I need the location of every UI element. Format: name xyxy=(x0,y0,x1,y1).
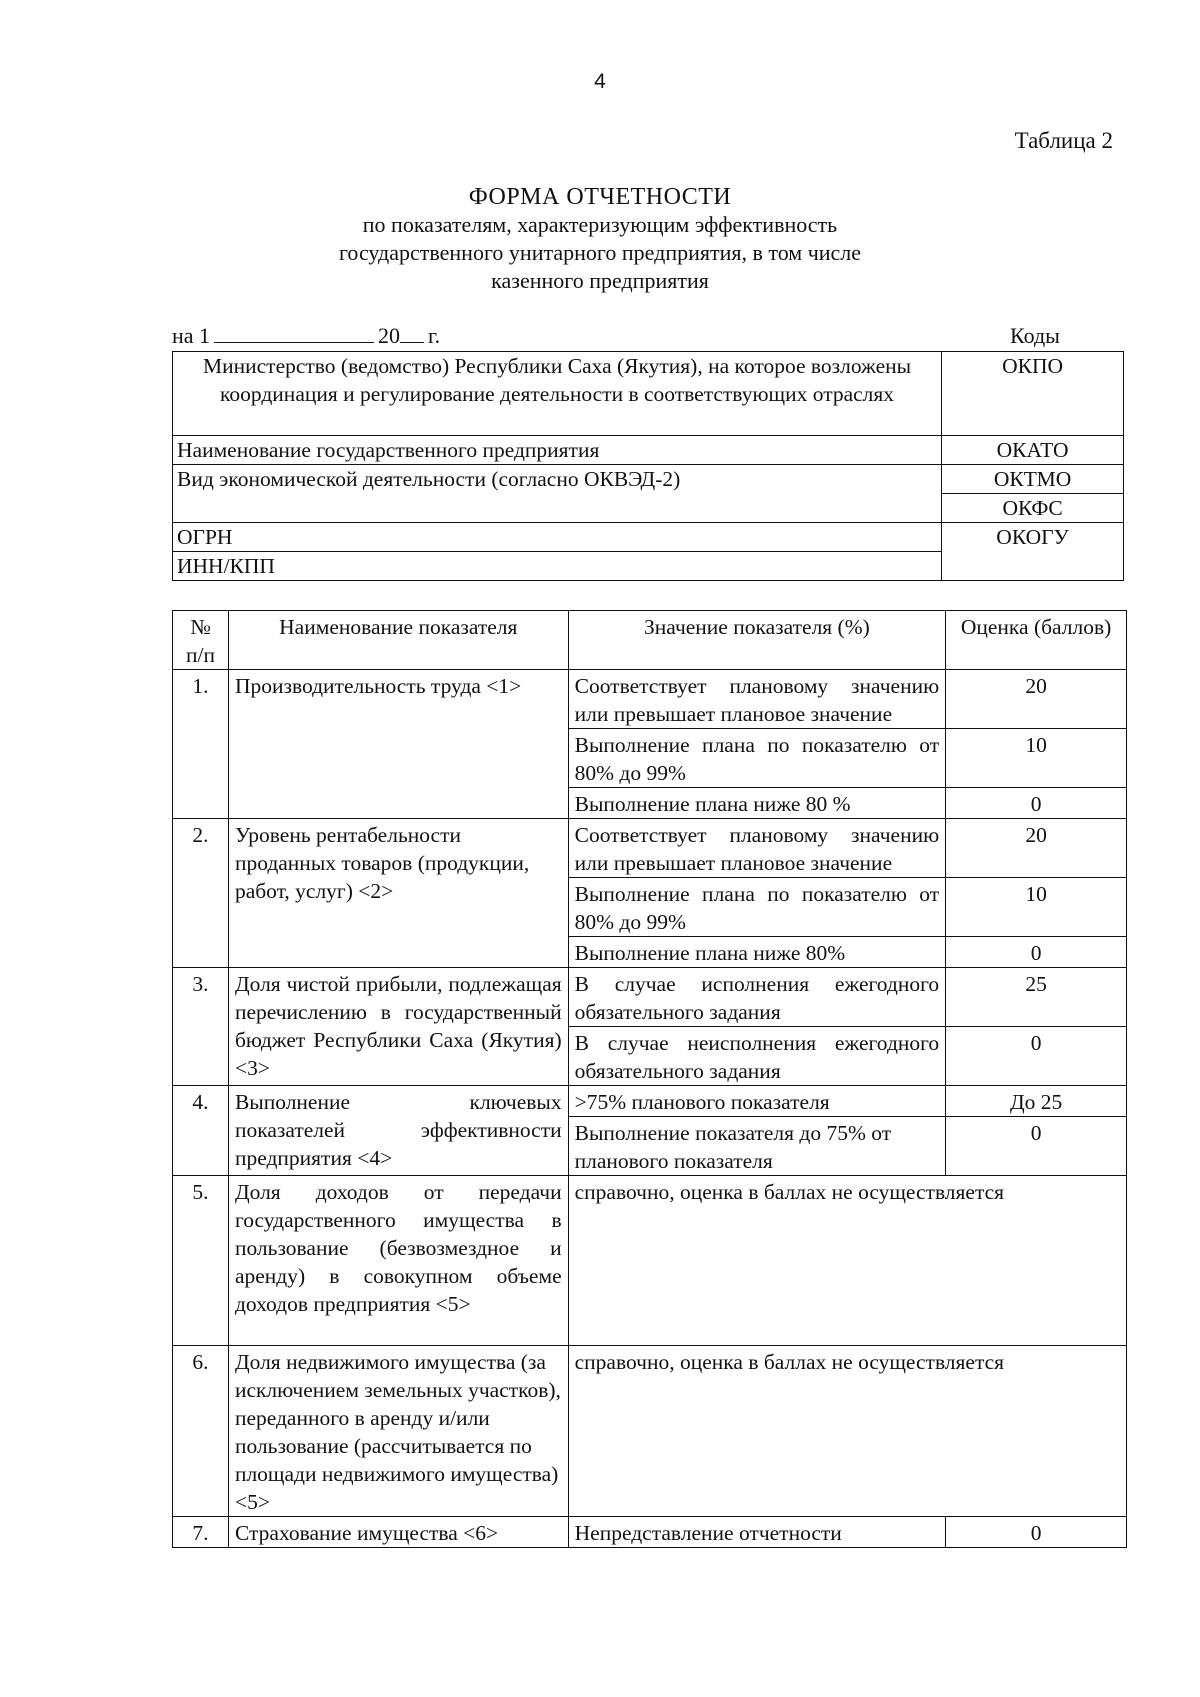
header-score: Оценка (баллов) xyxy=(946,611,1127,670)
row-score: 0 xyxy=(946,937,1127,968)
row-num: 2. xyxy=(173,819,229,968)
row-num: 6. xyxy=(173,1346,229,1517)
row-score: 10 xyxy=(946,878,1127,937)
form-title-line2: государственного унитарного предприятия, в том числе xyxy=(338,240,862,265)
date-year: 20 xyxy=(378,323,401,348)
report-date-line xyxy=(172,323,440,349)
row-num: 5. xyxy=(173,1176,229,1346)
code-okogu: ОКОГУ xyxy=(942,523,1124,581)
row-score: 0 xyxy=(946,1117,1127,1176)
row-note: справочно, оценка в баллах не осуществляется xyxy=(568,1176,1126,1346)
table-row xyxy=(173,1346,1127,1517)
date-suffix: г. xyxy=(428,323,441,348)
row-score: 25 xyxy=(946,968,1127,1027)
row-name: Доля доходов от передачи государственного имущества в пользование (безвозмездное и аренду) в совокупном объеме доходов предприятия <5> xyxy=(228,1176,568,1346)
row-value: В случае исполнения ежегодного обязательного задания xyxy=(568,968,946,1027)
enterprise-name-cell: Наименование государственного предприятия xyxy=(173,436,942,465)
row-num: 7. xyxy=(173,1517,229,1548)
row-value: Выполнение плана ниже 80 % xyxy=(568,788,946,819)
activity-cell: Вид экономической деятельности (согласно ОКВЭД-2) xyxy=(173,465,942,523)
table-row xyxy=(173,819,1127,878)
row-score: 20 xyxy=(946,819,1127,878)
header-table xyxy=(172,351,1124,581)
row-name: Выполнение ключевых показателей эффективности предприятия <4> xyxy=(228,1086,568,1176)
row-score: 10 xyxy=(946,729,1127,788)
row-num: 3. xyxy=(173,968,229,1086)
form-title-main: ФОРМА ОТЧЕТНОСТИ xyxy=(468,184,732,210)
year-blank-field[interactable] xyxy=(400,324,424,343)
table-row xyxy=(173,1176,1127,1346)
table-label: Таблица 2 xyxy=(1014,128,1113,153)
row-value: Выполнение плана по показателю от 80% до 99% xyxy=(568,729,946,788)
row-value: Выполнение плана по показателю от 80% до 99% xyxy=(568,878,946,937)
row-value: Соответствует плановому значению или превышает плановое значение xyxy=(568,819,946,878)
row-value: Непредставление отчетности xyxy=(568,1517,946,1548)
row-name: Доля чистой прибыли, подлежащая перечислению в государственный бюджет Республики Саха (Якутия) <3> xyxy=(228,968,568,1086)
table-row xyxy=(173,1086,1127,1117)
row-value: В случае неисполнения ежегодного обязательного задания xyxy=(568,1027,946,1086)
header-num: № п/п xyxy=(173,611,229,670)
row-name: Уровень рентабельности проданных товаров (продукции, работ, услуг) <2> xyxy=(228,819,568,968)
row-num: 1. xyxy=(173,670,229,819)
row-name: Страхование имущества <6> xyxy=(228,1517,568,1548)
row-name: Производительность труда <1> xyxy=(228,670,568,819)
row-score: 0 xyxy=(946,788,1127,819)
indicators-table xyxy=(172,610,1127,1548)
code-okfs: ОКФС xyxy=(942,494,1124,523)
header-name: Наименование показателя xyxy=(228,611,568,670)
form-title xyxy=(0,183,1200,295)
row-value: Выполнение показателя до 75% от планового показателя xyxy=(568,1117,946,1176)
form-title-line1: по показателям, характеризующим эффективность xyxy=(362,212,838,237)
code-okpo: ОКПО xyxy=(942,352,1124,436)
row-value: Соответствует плановому значению или превышает плановое значение xyxy=(568,670,946,729)
row-num: 4. xyxy=(173,1086,229,1176)
row-score: 0 xyxy=(946,1027,1127,1086)
date-blank-field[interactable] xyxy=(214,324,374,343)
header-value: Значение показателя (%) xyxy=(568,611,946,670)
table-row xyxy=(173,1517,1127,1548)
page-number: 4 xyxy=(594,70,606,93)
inn-cell: ИНН/КПП xyxy=(173,552,942,581)
table-row xyxy=(173,968,1127,1027)
ministry-cell: Министерство (ведомство) Республики Саха (Якутия), на которое возложены координация и регулирование деятельности в соответствующих отраслях xyxy=(173,352,942,436)
row-name: Доля недвижимого имущества (за исключением земельных участков), переданного в аренду и/или пользование (рассчитывается по площади недвижимого имущества) <5> xyxy=(228,1346,568,1517)
code-okato: ОКАТО xyxy=(942,436,1124,465)
row-score: 20 xyxy=(946,670,1127,729)
table-row xyxy=(173,670,1127,729)
form-title-line3: казенного предприятия xyxy=(491,268,709,293)
row-note: справочно, оценка в баллах не осуществляется xyxy=(568,1346,1126,1517)
codes-label: Коды xyxy=(1010,323,1060,348)
ogrn-cell: ОГРН xyxy=(173,523,942,552)
code-oktmo: ОКТМО xyxy=(942,465,1124,494)
row-score: До 25 xyxy=(946,1086,1127,1117)
row-value: >75% планового показателя xyxy=(568,1086,946,1117)
date-prefix: на 1 xyxy=(172,323,211,348)
row-value: Выполнение плана ниже 80% xyxy=(568,937,946,968)
row-score: 0 xyxy=(946,1517,1127,1548)
